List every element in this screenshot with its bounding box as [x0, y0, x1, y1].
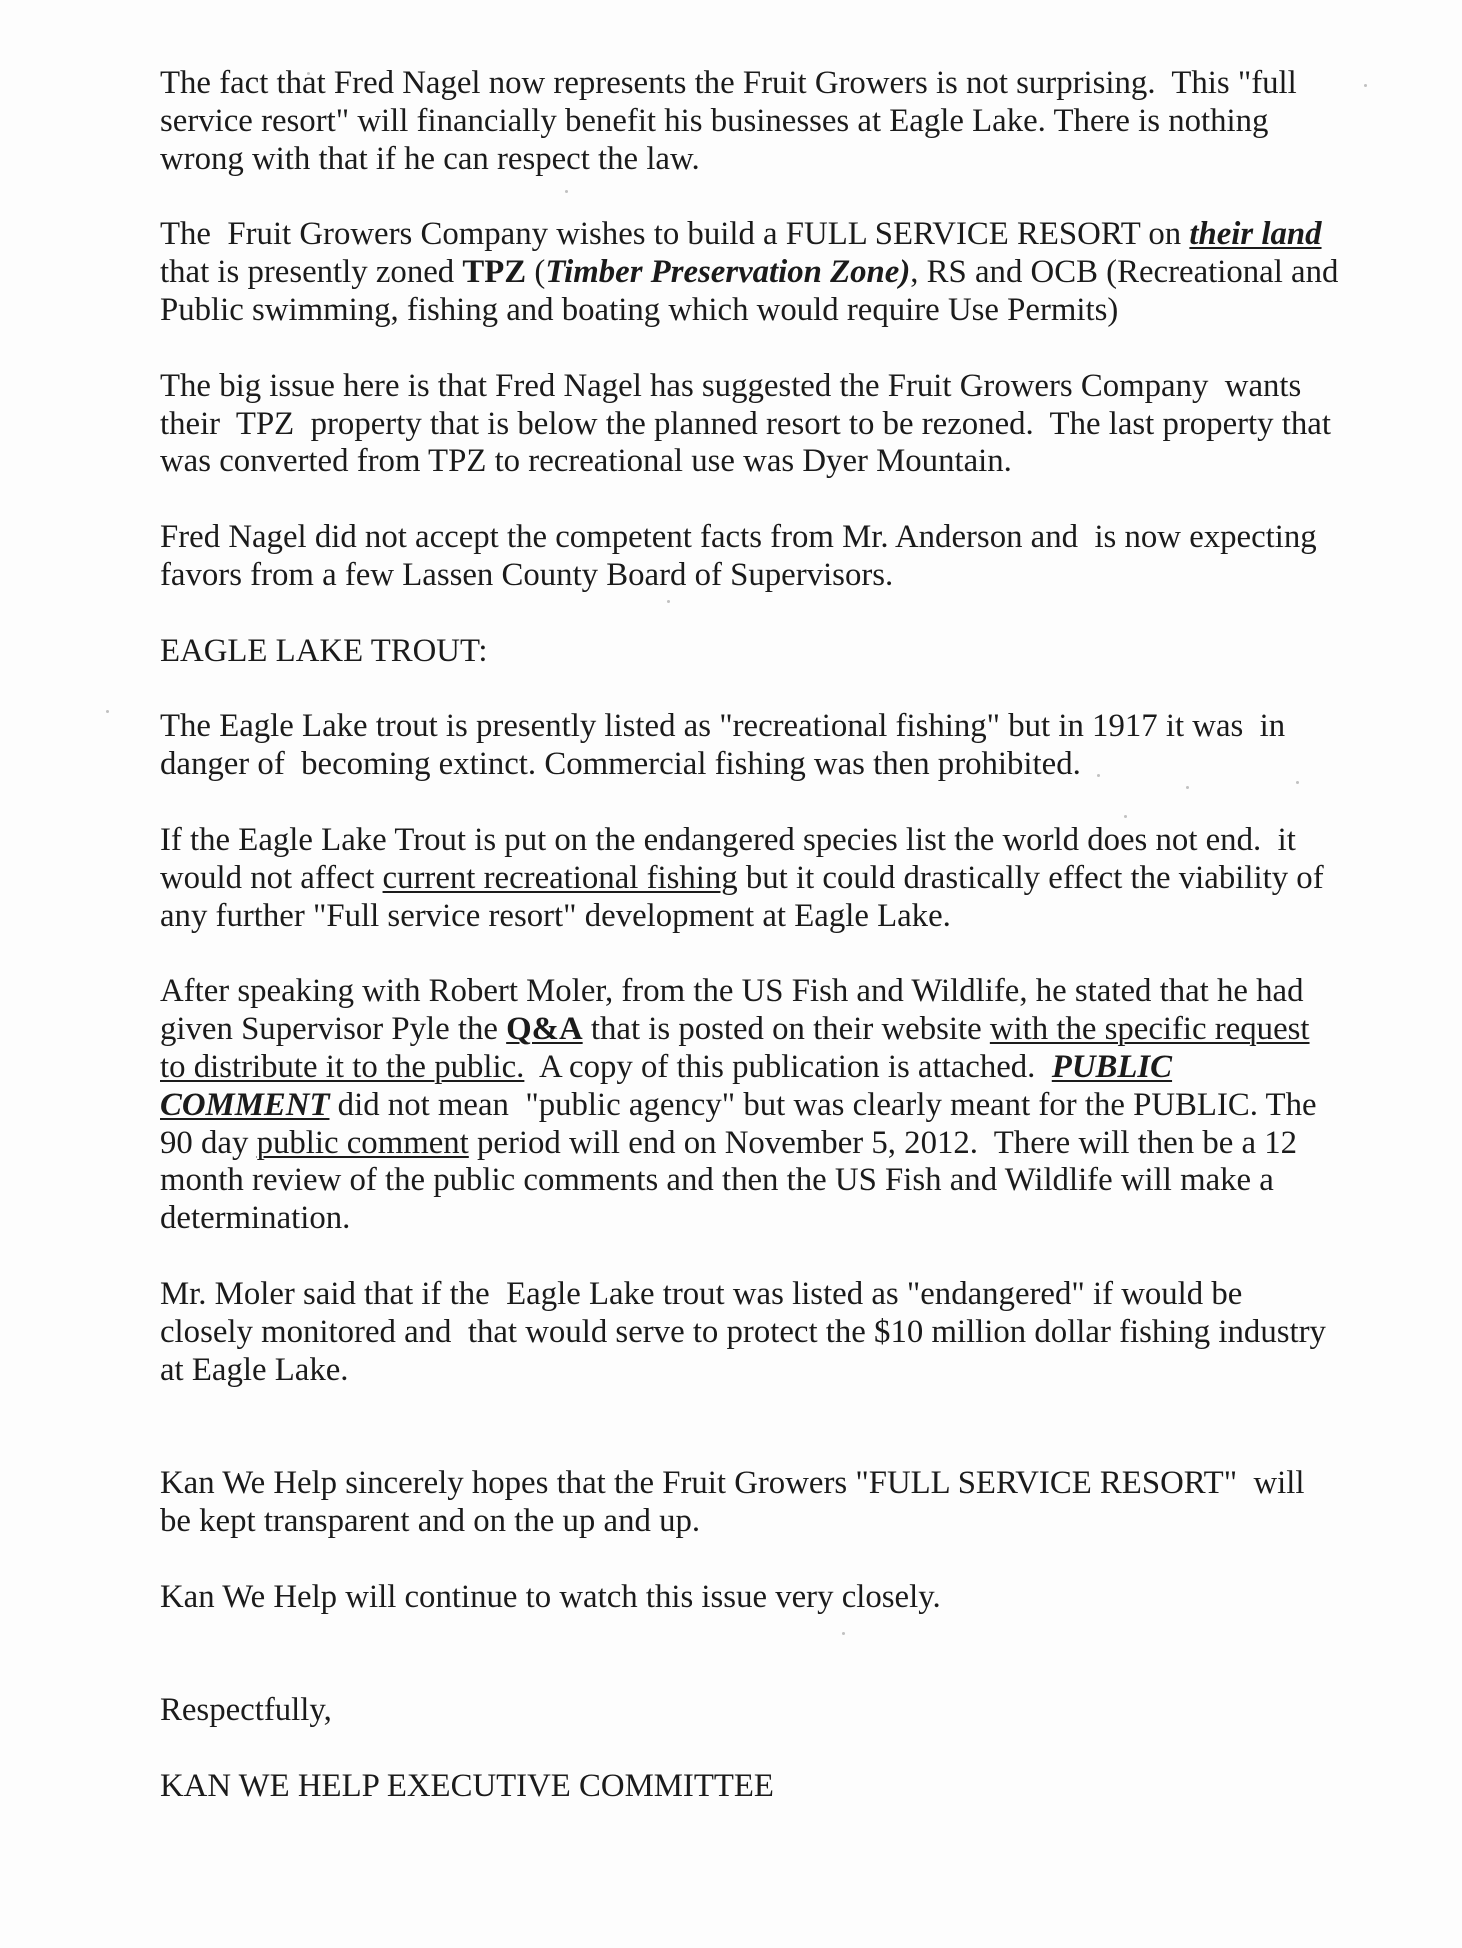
- signature-block: [160, 1768, 1338, 1806]
- emphasis-public-comment: public comment: [256, 1124, 469, 1161]
- emphasis-specific-request: with the specific request: [989, 1011, 1310, 1048]
- text-segment: month review of the public comments and then the US Fish and Wildlife will make a: [160, 1162, 1274, 1199]
- closing: [160, 1692, 1338, 1730]
- text-line: [160, 1692, 1338, 1730]
- paragraph-full-service-resort: [160, 216, 1338, 330]
- text-segment: determination.: [160, 1200, 351, 1237]
- text-line: [160, 1503, 1338, 1541]
- text-line: [160, 1465, 1338, 1503]
- text-segment: any further "Full service resort" development at Eagle Lake.: [160, 897, 951, 934]
- text-line: [160, 557, 1338, 595]
- paragraph-tpz-rezoning: [160, 368, 1338, 482]
- text-line: [160, 368, 1338, 406]
- text-segment: but it could drastically effect the viability of: [737, 859, 1324, 896]
- text-segment: A copy of this publication is attached.: [524, 1048, 1052, 1085]
- text-line: [160, 1314, 1338, 1352]
- text-segment: Kan We Help will continue to watch this issue very closely.: [160, 1578, 941, 1615]
- text-segment: The Fruit Growers Company wishes to build a FULL SERVICE RESORT on: [160, 216, 1190, 253]
- text-segment: their TPZ property that is below the planned resort to be rezoned. The last property that: [160, 405, 1331, 442]
- text-line: [160, 1200, 1338, 1238]
- paragraph-fish-and-wildlife: [160, 973, 1338, 1238]
- text-segment: service resort" will financially benefit his businesses at Eagle Lake. There is nothing: [160, 102, 1269, 139]
- text-line: [160, 141, 1338, 179]
- emphasis-their-land: their land: [1189, 216, 1322, 253]
- emphasis-current-recreational-fishing: current recreational fishing: [382, 859, 738, 896]
- letter-body: [160, 65, 1338, 1844]
- scan-speck: [1364, 84, 1367, 87]
- text-segment: did not mean "public agency" but was clearly meant for the PUBLIC. The: [329, 1086, 1317, 1123]
- text-line: [160, 216, 1338, 254]
- text-line: [160, 1125, 1338, 1163]
- text-line: [160, 822, 1338, 860]
- text-segment: (: [526, 254, 546, 291]
- text-segment: given Supervisor Pyle the: [160, 1011, 507, 1048]
- text-line: [160, 103, 1338, 141]
- text-line: [160, 1011, 1338, 1049]
- text-segment: 90 day: [160, 1124, 257, 1161]
- text-segment: wrong with that if he can respect the law.: [160, 140, 700, 177]
- text-line: [160, 65, 1338, 103]
- text-line: [160, 1276, 1338, 1314]
- paragraph-fred-nagel-representation: [160, 65, 1338, 179]
- text-segment: was converted from TPZ to recreational use was Dyer Mountain.: [160, 443, 1012, 480]
- text-line: [160, 292, 1338, 330]
- text-line: [160, 973, 1338, 1011]
- text-line: [160, 746, 1338, 784]
- text-segment: favors from a few Lassen County Board of Supervisors.: [160, 556, 894, 593]
- emphasis-public: PUBLIC: [1051, 1048, 1173, 1085]
- text-line: [160, 1579, 1338, 1617]
- text-segment: Public swimming, fishing and boating which would require Use Permits): [160, 292, 1119, 329]
- text-line: [160, 1768, 1338, 1806]
- text-line: [160, 1162, 1338, 1200]
- text-segment: The big issue here is that Fred Nagel has suggested the Fruit Growers Company wants: [160, 367, 1302, 404]
- signature-text: KAN WE HELP EXECUTIVE COMMITTEE: [160, 1767, 774, 1804]
- closing-text: Respectfully,: [160, 1692, 332, 1729]
- text-segment: Kan We Help sincerely hopes that the Fruit Growers "FULL SERVICE RESORT" will: [160, 1465, 1305, 1502]
- text-segment: that is posted on their website: [582, 1011, 990, 1048]
- text-segment: After speaking with Robert Moler, from the US Fish and Wildlife, he stated that he had: [160, 973, 1304, 1010]
- text-line: [160, 860, 1338, 898]
- text-segment: be kept transparent and on the up and up.: [160, 1503, 701, 1540]
- scan-speck: [106, 710, 109, 713]
- section-heading: EAGLE LAKE TROUT:: [160, 632, 488, 669]
- text-segment: would not affect: [160, 859, 383, 896]
- text-segment: period will end on November 5, 2012. There will then be a 12: [468, 1124, 1298, 1161]
- text-line: [160, 1049, 1338, 1087]
- text-segment: closely monitored and that would serve to protect the $10 million dollar fishing industry: [160, 1313, 1326, 1350]
- text-segment: Fred Nagel did not accept the competent facts from Mr. Anderson and is now expecting: [160, 519, 1317, 556]
- emphasis-distribute-to-public: to distribute it to the public.: [160, 1048, 525, 1085]
- text-segment: danger of becoming extinct. Commercial fishing was then prohibited.: [160, 746, 1081, 783]
- text-line: [160, 708, 1338, 746]
- text-segment: The Eagle Lake trout is presently listed as "recreational fishing" but in 1917 it was in: [160, 708, 1286, 745]
- section-heading-eagle-lake-trout: [160, 633, 1338, 671]
- paragraph-endangered-list: [160, 822, 1338, 936]
- text-line: [160, 519, 1338, 557]
- text-line: [160, 898, 1338, 936]
- text-line: [160, 254, 1338, 292]
- emphasis-comment: COMMENT: [160, 1086, 330, 1123]
- text-segment: The fact that Fred Nagel now represents the Fruit Growers is not surprising. This "full: [160, 65, 1297, 101]
- text-segment: that is presently zoned: [160, 254, 463, 291]
- emphasis-timber-preservation-zone: Timber Preservation Zone): [545, 254, 911, 291]
- text-line: [160, 1352, 1338, 1390]
- emphasis-tpz: TPZ: [462, 254, 527, 291]
- text-line: [160, 633, 1338, 671]
- paragraph-moler-statement: [160, 1276, 1338, 1390]
- emphasis-q-and-a: Q&A: [506, 1011, 583, 1048]
- paragraph-watch-issue: [160, 1579, 1338, 1617]
- text-segment: at Eagle Lake.: [160, 1351, 349, 1388]
- paragraph-trout-status: [160, 708, 1338, 784]
- text-line: [160, 406, 1338, 444]
- text-segment: Mr. Moler said that if the Eagle Lake trout was listed as "endangered" if would be: [160, 1276, 1243, 1312]
- text-segment: If the Eagle Lake Trout is put on the endangered species list the world does not end. it: [160, 821, 1296, 858]
- text-segment: , RS and OCB (Recreational and: [910, 254, 1339, 291]
- paragraph-transparency-hope: [160, 1465, 1338, 1541]
- text-line: [160, 1087, 1338, 1125]
- paragraph-board-favors: [160, 519, 1338, 595]
- text-line: [160, 443, 1338, 481]
